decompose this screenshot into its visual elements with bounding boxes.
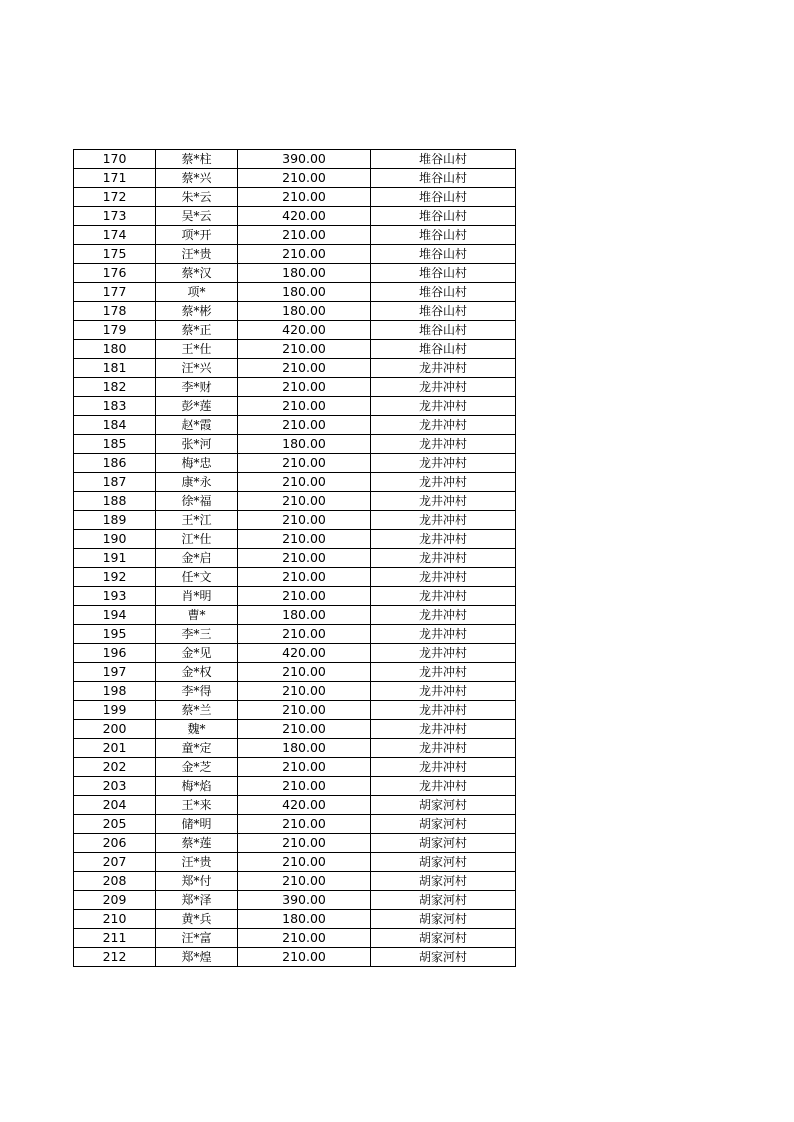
table-row [74,834,516,853]
row-number-cell: 188 [74,492,156,511]
row-number-cell: 178 [74,302,156,321]
amount-cell: 210.00 [238,530,371,549]
amount-cell: 210.00 [238,568,371,587]
village-cell: 龙井冲村 [371,378,516,397]
table-row [74,549,516,568]
row-number-cell: 194 [74,606,156,625]
village-cell: 堆谷山村 [371,245,516,264]
amount-cell: 420.00 [238,796,371,815]
village-cell: 龙井冲村 [371,777,516,796]
name-cell: 蔡*正 [156,321,238,340]
village-cell: 龙井冲村 [371,435,516,454]
name-cell: 黄*兵 [156,910,238,929]
row-number-cell: 198 [74,682,156,701]
village-cell: 胡家河村 [371,853,516,872]
village-cell: 堆谷山村 [371,188,516,207]
village-cell: 胡家河村 [371,872,516,891]
name-cell: 蔡*汉 [156,264,238,283]
name-cell: 蔡*兴 [156,169,238,188]
amount-cell: 210.00 [238,511,371,530]
amount-cell: 210.00 [238,188,371,207]
amount-cell: 180.00 [238,910,371,929]
table-row [74,815,516,834]
name-cell: 储*明 [156,815,238,834]
village-cell: 堆谷山村 [371,340,516,359]
table-row [74,397,516,416]
village-cell: 龙井冲村 [371,758,516,777]
amount-cell: 210.00 [238,758,371,777]
name-cell: 项* [156,283,238,302]
amount-cell: 420.00 [238,207,371,226]
amount-cell: 210.00 [238,701,371,720]
village-cell: 堆谷山村 [371,226,516,245]
table-row [74,302,516,321]
table-row [74,929,516,948]
row-number-cell: 174 [74,226,156,245]
table-row [74,948,516,967]
table-row [74,777,516,796]
table-row [74,720,516,739]
row-number-cell: 182 [74,378,156,397]
table-row [74,226,516,245]
amount-cell: 210.00 [238,625,371,644]
row-number-cell: 173 [74,207,156,226]
table-row [74,625,516,644]
name-cell: 蔡*莲 [156,834,238,853]
village-cell: 龙井冲村 [371,492,516,511]
amount-cell: 180.00 [238,435,371,454]
row-number-cell: 208 [74,872,156,891]
amount-cell: 180.00 [238,302,371,321]
name-cell: 王*仕 [156,340,238,359]
row-number-cell: 197 [74,663,156,682]
village-cell: 胡家河村 [371,910,516,929]
village-cell: 龙井冲村 [371,701,516,720]
table-row [74,511,516,530]
row-number-cell: 206 [74,834,156,853]
name-cell: 郑*煌 [156,948,238,967]
amount-cell: 210.00 [238,397,371,416]
subsidy-table [73,149,516,967]
table-row [74,530,516,549]
name-cell: 彭*莲 [156,397,238,416]
table-row [74,473,516,492]
name-cell: 李*三 [156,625,238,644]
village-cell: 龙井冲村 [371,416,516,435]
row-number-cell: 186 [74,454,156,473]
village-cell: 龙井冲村 [371,739,516,758]
name-cell: 郑*泽 [156,891,238,910]
name-cell: 汪*兴 [156,359,238,378]
village-cell: 堆谷山村 [371,169,516,188]
name-cell: 魏* [156,720,238,739]
row-number-cell: 207 [74,853,156,872]
name-cell: 任*文 [156,568,238,587]
name-cell: 汪*富 [156,929,238,948]
name-cell: 童*定 [156,739,238,758]
row-number-cell: 196 [74,644,156,663]
amount-cell: 210.00 [238,948,371,967]
amount-cell: 390.00 [238,150,371,169]
table-row [74,207,516,226]
name-cell: 蔡*兰 [156,701,238,720]
row-number-cell: 192 [74,568,156,587]
amount-cell: 180.00 [238,264,371,283]
name-cell: 金*启 [156,549,238,568]
name-cell: 徐*福 [156,492,238,511]
amount-cell: 210.00 [238,929,371,948]
table-row [74,378,516,397]
table-row [74,188,516,207]
name-cell: 蔡*柱 [156,150,238,169]
table-row [74,169,516,188]
table-row [74,663,516,682]
table-row [74,245,516,264]
row-number-cell: 177 [74,283,156,302]
amount-cell: 210.00 [238,169,371,188]
row-number-cell: 180 [74,340,156,359]
table-row [74,644,516,663]
village-cell: 龙井冲村 [371,587,516,606]
name-cell: 康*永 [156,473,238,492]
amount-cell: 210.00 [238,777,371,796]
name-cell: 李*得 [156,682,238,701]
name-cell: 曹* [156,606,238,625]
table-row [74,796,516,815]
village-cell: 龙井冲村 [371,473,516,492]
amount-cell: 210.00 [238,378,371,397]
village-cell: 龙井冲村 [371,359,516,378]
village-cell: 龙井冲村 [371,606,516,625]
village-cell: 胡家河村 [371,796,516,815]
table-row [74,758,516,777]
name-cell: 王*江 [156,511,238,530]
table-row [74,872,516,891]
village-cell: 堆谷山村 [371,302,516,321]
amount-cell: 180.00 [238,283,371,302]
name-cell: 梅*焰 [156,777,238,796]
name-cell: 赵*霞 [156,416,238,435]
table-row [74,416,516,435]
row-number-cell: 184 [74,416,156,435]
village-cell: 龙井冲村 [371,530,516,549]
village-cell: 胡家河村 [371,891,516,910]
amount-cell: 210.00 [238,872,371,891]
village-cell: 堆谷山村 [371,321,516,340]
amount-cell: 210.00 [238,663,371,682]
row-number-cell: 211 [74,929,156,948]
row-number-cell: 195 [74,625,156,644]
table-row [74,359,516,378]
row-number-cell: 210 [74,910,156,929]
name-cell: 张*河 [156,435,238,454]
table-row [74,910,516,929]
amount-cell: 210.00 [238,340,371,359]
amount-cell: 180.00 [238,606,371,625]
village-cell: 龙井冲村 [371,511,516,530]
row-number-cell: 183 [74,397,156,416]
amount-cell: 420.00 [238,644,371,663]
row-number-cell: 203 [74,777,156,796]
row-number-cell: 175 [74,245,156,264]
row-number-cell: 172 [74,188,156,207]
name-cell: 金*芝 [156,758,238,777]
row-number-cell: 201 [74,739,156,758]
amount-cell: 210.00 [238,359,371,378]
row-number-cell: 190 [74,530,156,549]
amount-cell: 210.00 [238,853,371,872]
row-number-cell: 185 [74,435,156,454]
name-cell: 金*见 [156,644,238,663]
row-number-cell: 200 [74,720,156,739]
village-cell: 胡家河村 [371,948,516,967]
table-row [74,739,516,758]
name-cell: 吴*云 [156,207,238,226]
name-cell: 王*来 [156,796,238,815]
name-cell: 梅*忠 [156,454,238,473]
village-cell: 堆谷山村 [371,150,516,169]
row-number-cell: 179 [74,321,156,340]
village-cell: 龙井冲村 [371,682,516,701]
row-number-cell: 187 [74,473,156,492]
table-row [74,682,516,701]
row-number-cell: 202 [74,758,156,777]
amount-cell: 390.00 [238,891,371,910]
village-cell: 胡家河村 [371,815,516,834]
name-cell: 朱*云 [156,188,238,207]
row-number-cell: 191 [74,549,156,568]
name-cell: 金*权 [156,663,238,682]
row-number-cell: 209 [74,891,156,910]
name-cell: 李*财 [156,378,238,397]
amount-cell: 210.00 [238,454,371,473]
table-row [74,568,516,587]
row-number-cell: 176 [74,264,156,283]
amount-cell: 210.00 [238,473,371,492]
row-number-cell: 193 [74,587,156,606]
amount-cell: 210.00 [238,549,371,568]
village-cell: 龙井冲村 [371,397,516,416]
village-cell: 龙井冲村 [371,663,516,682]
name-cell: 项*开 [156,226,238,245]
village-cell: 龙井冲村 [371,568,516,587]
name-cell: 汪*贵 [156,853,238,872]
village-cell: 堆谷山村 [371,264,516,283]
row-number-cell: 204 [74,796,156,815]
village-cell: 龙井冲村 [371,454,516,473]
row-number-cell: 212 [74,948,156,967]
table-row [74,492,516,511]
row-number-cell: 181 [74,359,156,378]
amount-cell: 210.00 [238,416,371,435]
amount-cell: 210.00 [238,682,371,701]
amount-cell: 210.00 [238,226,371,245]
table-row [74,435,516,454]
table-row [74,150,516,169]
name-cell: 江*仕 [156,530,238,549]
row-number-cell: 199 [74,701,156,720]
name-cell: 汪*贵 [156,245,238,264]
table-body [74,150,516,967]
village-cell: 胡家河村 [371,834,516,853]
amount-cell: 210.00 [238,720,371,739]
amount-cell: 210.00 [238,815,371,834]
row-number-cell: 205 [74,815,156,834]
village-cell: 龙井冲村 [371,644,516,663]
row-number-cell: 189 [74,511,156,530]
amount-cell: 210.00 [238,834,371,853]
table-row [74,321,516,340]
village-cell: 龙井冲村 [371,625,516,644]
village-cell: 堆谷山村 [371,283,516,302]
amount-cell: 210.00 [238,245,371,264]
table-row [74,606,516,625]
table-row [74,587,516,606]
table-row [74,283,516,302]
amount-cell: 420.00 [238,321,371,340]
name-cell: 郑*付 [156,872,238,891]
name-cell: 肖*明 [156,587,238,606]
village-cell: 胡家河村 [371,929,516,948]
village-cell: 龙井冲村 [371,720,516,739]
table-row [74,853,516,872]
village-cell: 龙井冲村 [371,549,516,568]
amount-cell: 210.00 [238,492,371,511]
row-number-cell: 171 [74,169,156,188]
table-row [74,701,516,720]
table-row [74,891,516,910]
village-cell: 堆谷山村 [371,207,516,226]
row-number-cell: 170 [74,150,156,169]
table-row [74,264,516,283]
amount-cell: 210.00 [238,587,371,606]
amount-cell: 180.00 [238,739,371,758]
table-row [74,454,516,473]
name-cell: 蔡*彬 [156,302,238,321]
table-row [74,340,516,359]
